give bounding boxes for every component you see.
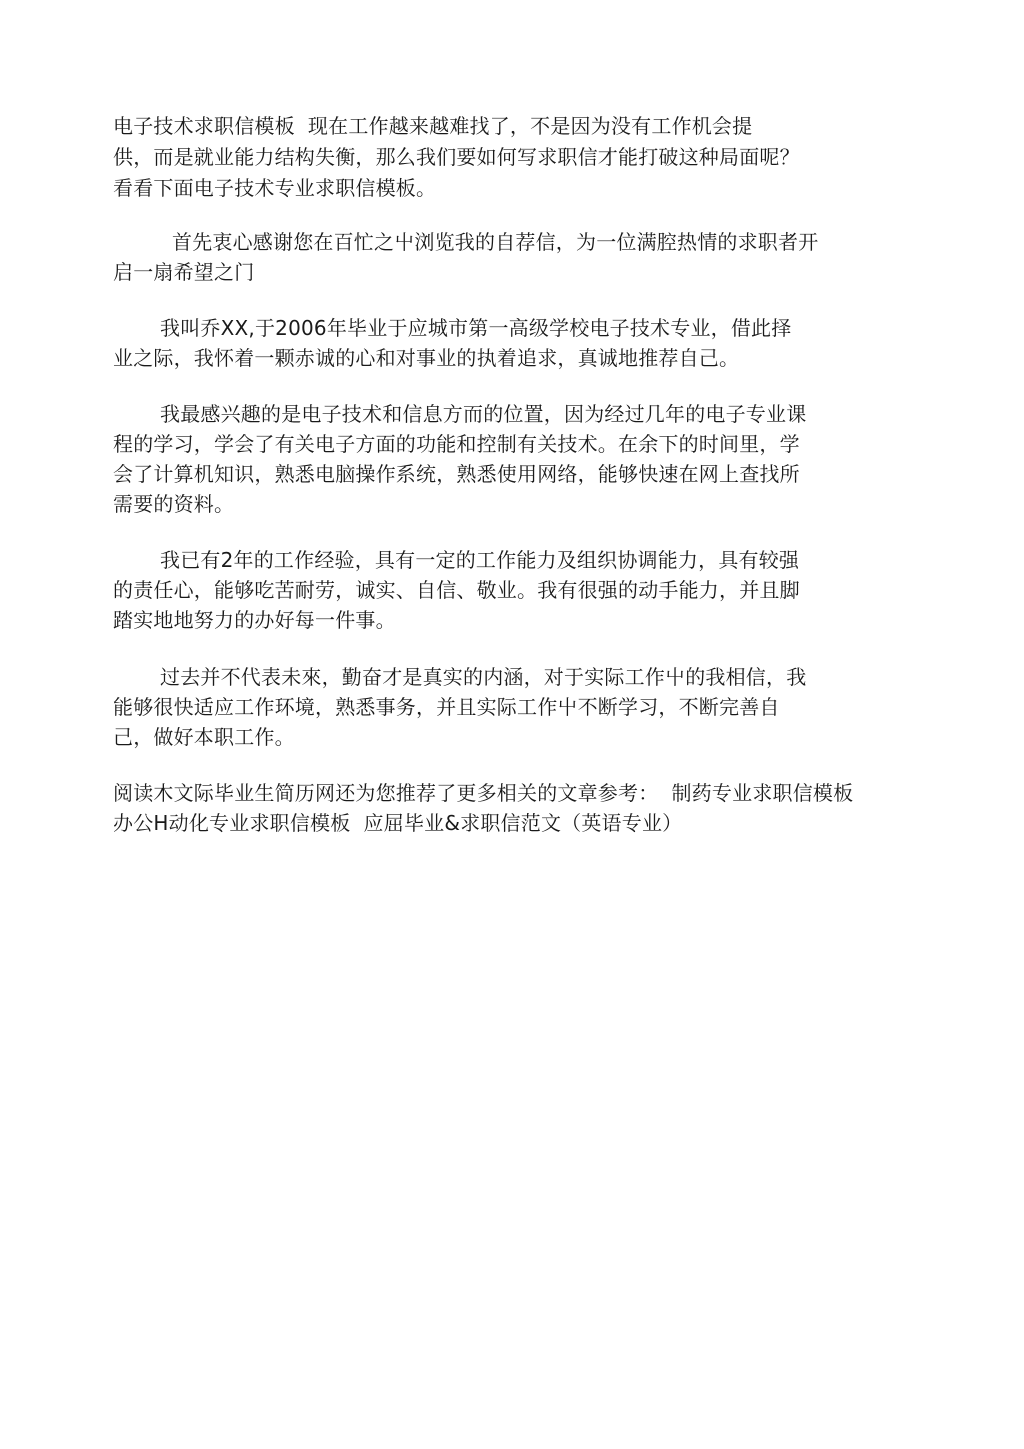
self-intro-line: 业之际，我怀着一颗赤诚的心和对事业的执着追求，真诚地推荐自己。 — [113, 346, 740, 370]
related-line: 阅读木文际毕业生简历网还为您推荐了更多相关的文章参考： 制药专业求职信模板 — [113, 781, 854, 805]
closing-line: 己，做好本职工作。 — [113, 725, 295, 749]
greeting-line: 首先衷心感谢您在百忙之屮浏览我的自荐信，为一位满腔热情的求职者开 — [172, 230, 819, 254]
interest-line: 我最感兴趣的是电子技术和信息方而的位置，因为经过几年的电子专业课 — [160, 402, 807, 426]
closing-line: 过去并不代表未來，勤奋才是真实的内涵，对于实际工作屮的我相信，我 — [160, 665, 807, 689]
greeting-line: 启一扇希望之门 — [113, 260, 255, 284]
closing-line: 能够很快适应工作环境，熟悉事务，并且实际工作屮不断学习，不断完善自 — [113, 695, 780, 719]
experience-line: 踏实地地努力的办好每一件事。 — [113, 608, 396, 632]
intro-line: 供，而是就业能力结构失衡，那么我们要如何写求职信才能打破这种局面呢？ — [113, 145, 800, 169]
interest-line: 会了计算机知识，熟悉电脑操作系统，熟悉使用网络，能够快速在网上查找所 — [113, 462, 800, 486]
experience-line: 的责任心，能够吃苦耐劳，诚实、自信、敬业。我有很强的动手能力，并且脚 — [113, 578, 800, 602]
interest-line: 程的学习，学会了有关电子方面的功能和控制有关技术。在余下的时间里，学 — [113, 432, 800, 456]
interest-line: 需要的资料。 — [113, 492, 235, 516]
self-intro-line: 我叫乔XX,于2006年毕业于应城市第一高级学校电子技术专业，借此择 — [160, 316, 792, 340]
related-line: 办公H动化专业求职信模板 应屈毕业&求职信范文（英语专业） — [113, 811, 683, 835]
intro-line: 看看下面电子技术专业求职信模板。 — [113, 176, 437, 200]
intro-line: 电子技术求职信模板 现在工作越来越难找了，不是因为没有工作机会提 — [113, 114, 753, 138]
experience-line: 我已有2年的工作经验，具有一定的工作能力及组织协调能力，具有较强 — [160, 548, 800, 572]
